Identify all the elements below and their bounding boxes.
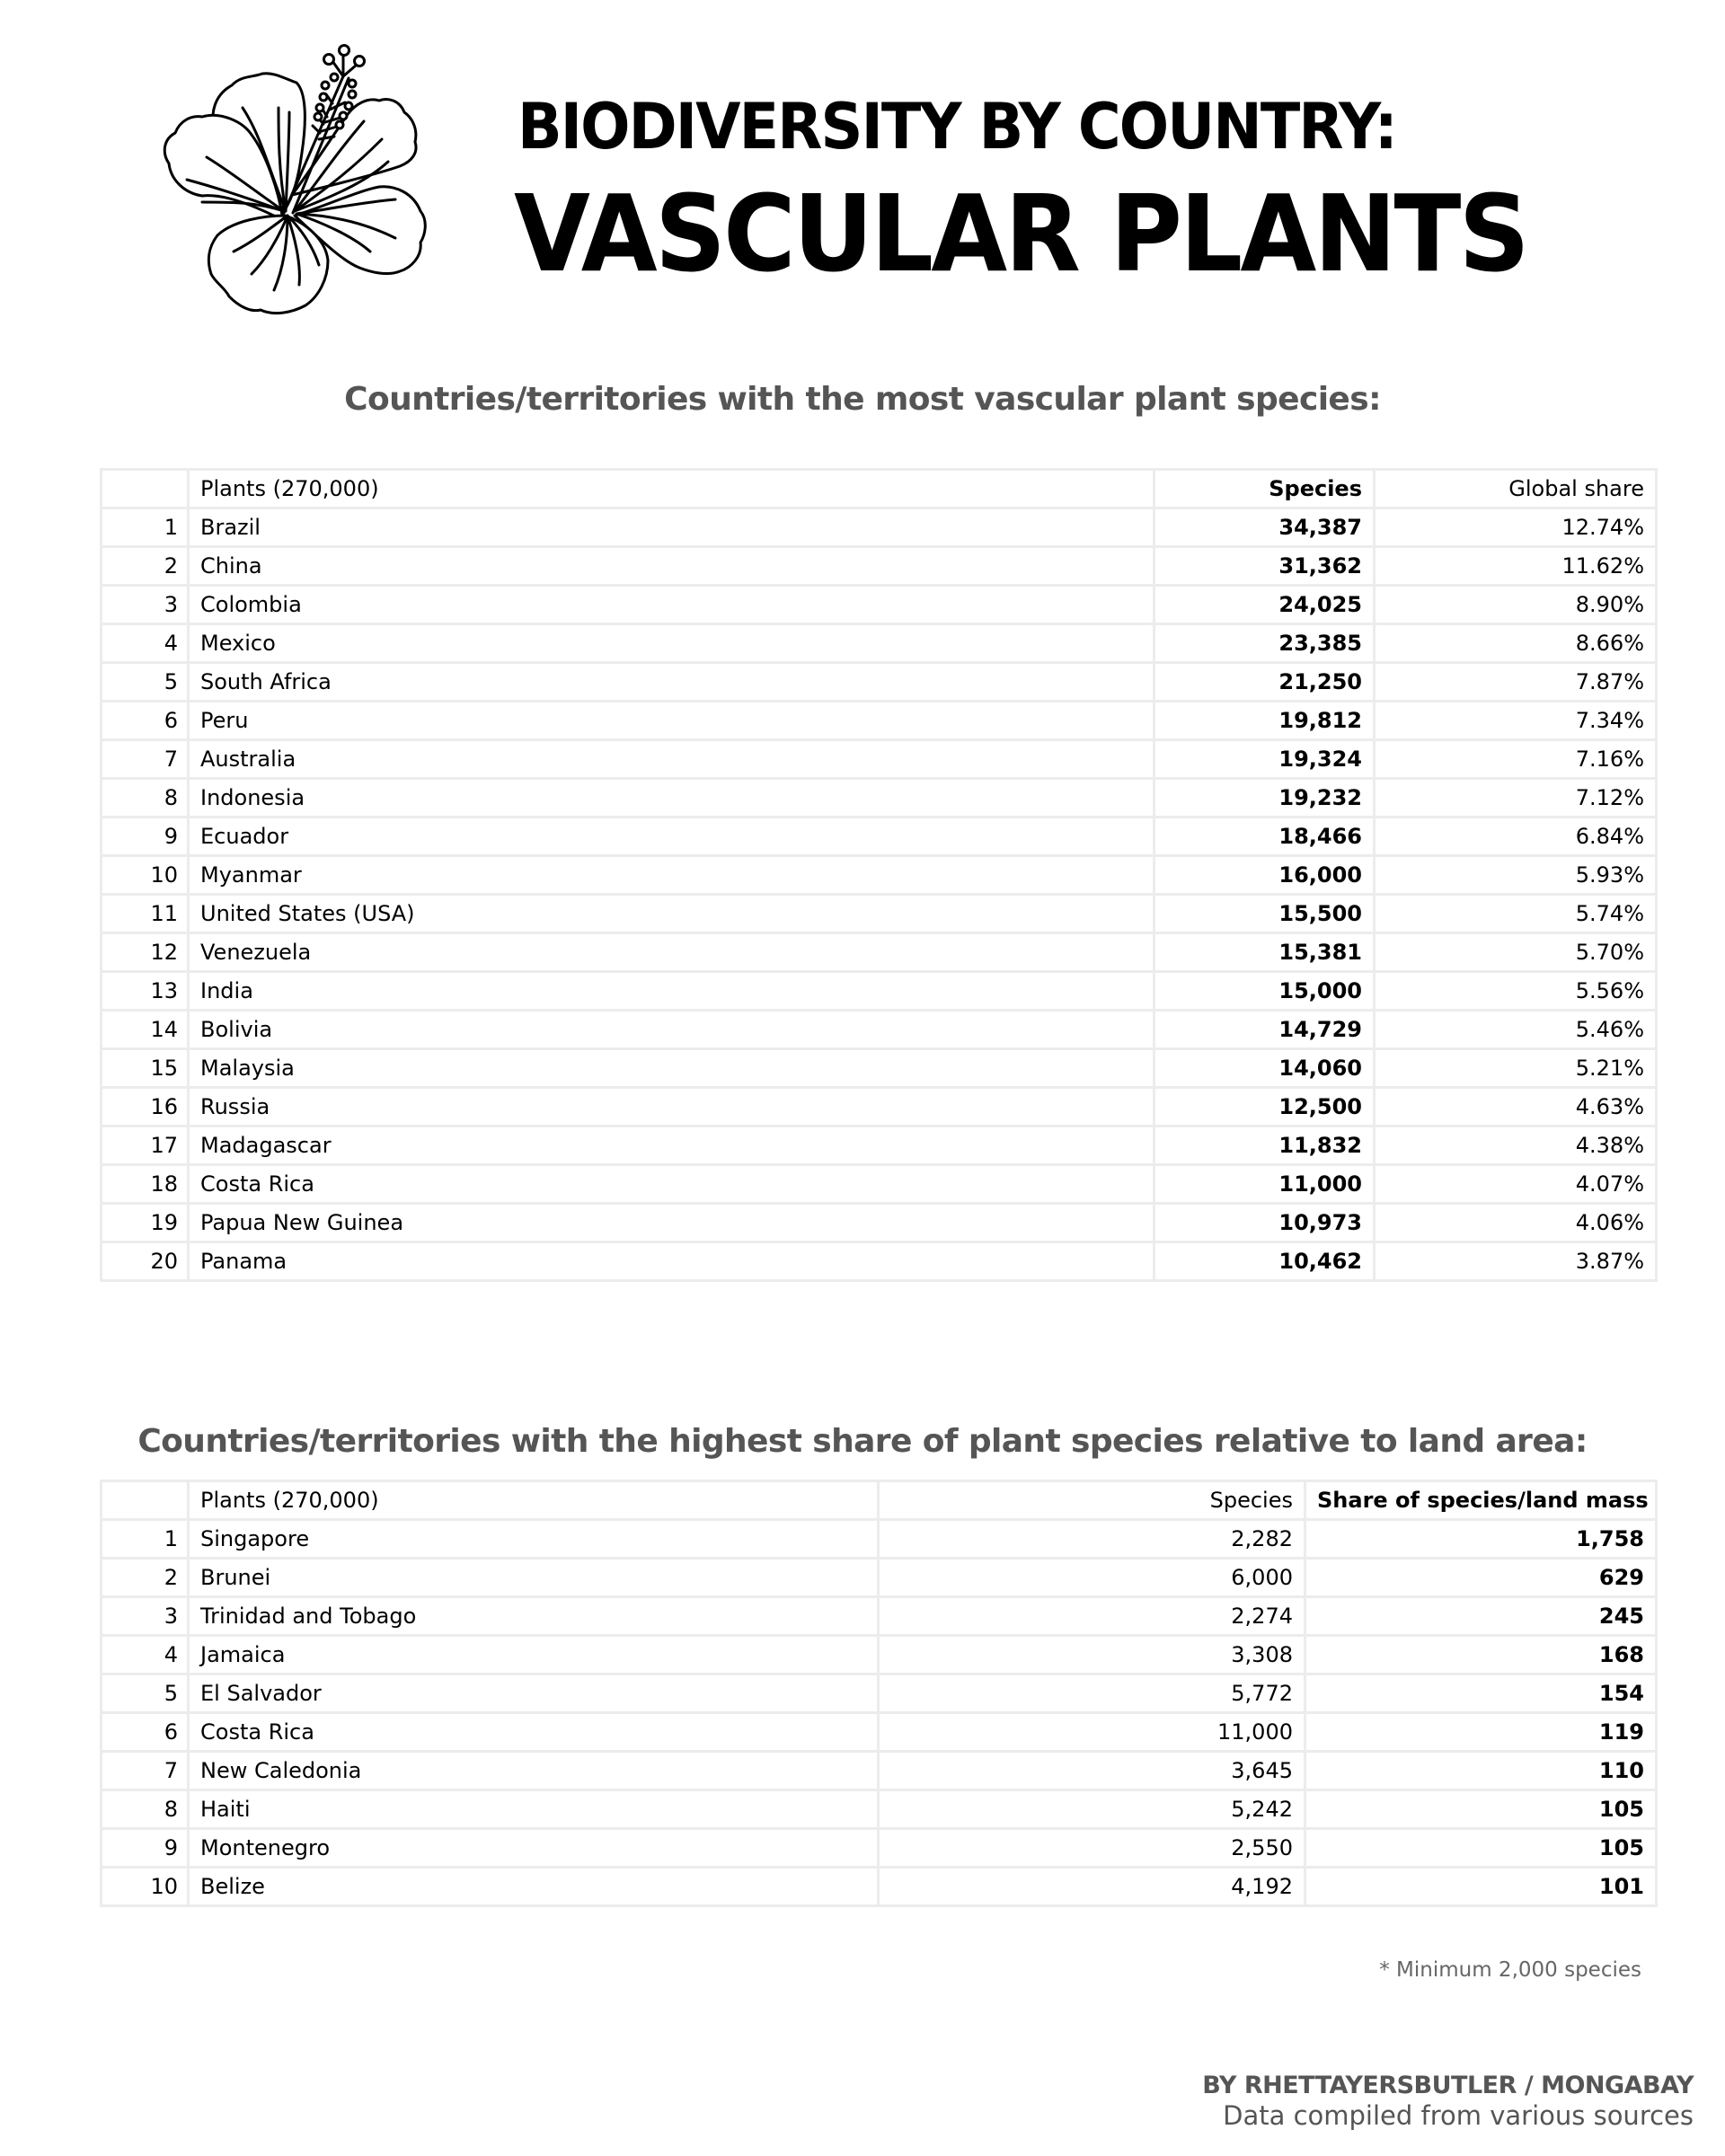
species-cell: 5,242: [879, 1790, 1305, 1829]
country-cell: Haiti: [189, 1790, 879, 1829]
country-cell: Ecuador: [189, 817, 1154, 856]
hibiscus-flower-icon: [144, 36, 449, 341]
country-cell: Russia: [189, 1088, 1154, 1127]
share-cell: 105: [1305, 1829, 1657, 1868]
table-row: [102, 1242, 1657, 1281]
rank-cell: 2: [102, 547, 189, 586]
share-cell: 8.66%: [1375, 624, 1657, 663]
rank-cell: 9: [102, 1829, 189, 1868]
data-source-note: Data compiled from various sources: [1223, 2100, 1694, 2131]
species-cell: 21,250: [1154, 663, 1375, 702]
share-cell: 6.84%: [1375, 817, 1657, 856]
rank-cell: 1: [102, 508, 189, 547]
country-cell: China: [189, 547, 1154, 586]
share-cell: 5.74%: [1375, 895, 1657, 933]
country-cell: Colombia: [189, 586, 1154, 624]
country-cell: Papua New Guinea: [189, 1204, 1154, 1242]
rank-cell: 4: [102, 624, 189, 663]
title-line-1: BIODIVERSITY BY COUNTRY:: [518, 90, 1396, 163]
column-header-species: Species: [879, 1481, 1305, 1520]
country-cell: New Caledonia: [189, 1752, 879, 1790]
country-cell: Jamaica: [189, 1636, 879, 1674]
rank-cell: 8: [102, 1790, 189, 1829]
share-cell: 5.56%: [1375, 972, 1657, 1011]
species-cell: 3,308: [879, 1636, 1305, 1674]
country-cell: Trinidad and Tobago: [189, 1597, 879, 1636]
rank-cell: 6: [102, 702, 189, 740]
species-cell: 23,385: [1154, 624, 1375, 663]
species-cell: 14,729: [1154, 1011, 1375, 1049]
table-row: [102, 779, 1657, 817]
table1-heading: Countries/territories with the most vascular plant species:: [344, 381, 1381, 418]
country-cell: Venezuela: [189, 933, 1154, 972]
share-cell: 4.63%: [1375, 1088, 1657, 1127]
rank-cell: 17: [102, 1127, 189, 1165]
table-row: [102, 1165, 1657, 1204]
table-row: [102, 547, 1657, 586]
share-cell: 119: [1305, 1713, 1657, 1752]
rank-cell: 3: [102, 586, 189, 624]
rank-cell: 18: [102, 1165, 189, 1204]
rank-cell: 10: [102, 856, 189, 895]
species-cell: 34,387: [1154, 508, 1375, 547]
species-cell: 11,000: [1154, 1165, 1375, 1204]
species-cell: 4,192: [879, 1868, 1305, 1906]
table-row: [102, 1713, 1657, 1752]
country-cell: Panama: [189, 1242, 1154, 1281]
country-cell: Malaysia: [189, 1049, 1154, 1088]
country-cell: Singapore: [189, 1520, 879, 1559]
species-cell: 14,060: [1154, 1049, 1375, 1088]
species-cell: 11,832: [1154, 1127, 1375, 1165]
share-cell: 3.87%: [1375, 1242, 1657, 1281]
table-header-row: [102, 1481, 1657, 1520]
share-cell: 5.46%: [1375, 1011, 1657, 1049]
table-row: [102, 1011, 1657, 1049]
species-cell: 16,000: [1154, 856, 1375, 895]
rank-cell: 6: [102, 1713, 189, 1752]
rank-cell: 4: [102, 1636, 189, 1674]
species-cell: 19,324: [1154, 740, 1375, 779]
share-cell: 1,758: [1305, 1520, 1657, 1559]
country-cell: South Africa: [189, 663, 1154, 702]
species-cell: 2,274: [879, 1597, 1305, 1636]
rank-cell: 7: [102, 740, 189, 779]
species-cell: 12,500: [1154, 1088, 1375, 1127]
rank-cell: 10: [102, 1868, 189, 1906]
country-cell: Brunei: [189, 1559, 879, 1597]
column-header-rank: [102, 470, 189, 508]
rank-cell: 12: [102, 933, 189, 972]
country-cell: Mexico: [189, 624, 1154, 663]
rank-cell: 16: [102, 1088, 189, 1127]
species-cell: 6,000: [879, 1559, 1305, 1597]
species-cell: 18,466: [1154, 817, 1375, 856]
table-row: [102, 1752, 1657, 1790]
rank-cell: 5: [102, 1674, 189, 1713]
table-row: [102, 1829, 1657, 1868]
rank-cell: 13: [102, 972, 189, 1011]
table-row: [102, 1674, 1657, 1713]
rank-cell: 15: [102, 1049, 189, 1088]
most-species-table: [100, 468, 1658, 1282]
table-row: [102, 1088, 1657, 1127]
share-cell: 105: [1305, 1790, 1657, 1829]
rank-cell: 20: [102, 1242, 189, 1281]
country-cell: Indonesia: [189, 779, 1154, 817]
footnote: * Minimum 2,000 species: [1379, 1958, 1641, 1982]
species-cell: 15,000: [1154, 972, 1375, 1011]
rank-cell: 3: [102, 1597, 189, 1636]
share-cell: 12.74%: [1375, 508, 1657, 547]
table-row: [102, 1597, 1657, 1636]
share-cell: 7.12%: [1375, 779, 1657, 817]
share-cell: 245: [1305, 1597, 1657, 1636]
species-cell: 11,000: [879, 1713, 1305, 1752]
rank-cell: 2: [102, 1559, 189, 1597]
table-row: [102, 972, 1657, 1011]
table-row: [102, 1127, 1657, 1165]
species-per-land-table: [100, 1480, 1658, 1907]
share-cell: 5.21%: [1375, 1049, 1657, 1088]
column-header-plants: Plants (270,000): [189, 470, 1154, 508]
share-cell: 4.07%: [1375, 1165, 1657, 1204]
table2-heading: Countries/territories with the highest share of plant species relative to land area:: [137, 1423, 1588, 1460]
share-cell: 629: [1305, 1559, 1657, 1597]
table-row: [102, 1790, 1657, 1829]
table-row: [102, 702, 1657, 740]
species-cell: 31,362: [1154, 547, 1375, 586]
table-row: [102, 856, 1657, 895]
table-row: [102, 1636, 1657, 1674]
table-row: [102, 933, 1657, 972]
share-cell: 101: [1305, 1868, 1657, 1906]
share-cell: 5.93%: [1375, 856, 1657, 895]
table-header-row: [102, 470, 1657, 508]
share-cell: 168: [1305, 1636, 1657, 1674]
rank-cell: 19: [102, 1204, 189, 1242]
species-cell: 24,025: [1154, 586, 1375, 624]
species-cell: 15,500: [1154, 895, 1375, 933]
species-cell: 2,282: [879, 1520, 1305, 1559]
column-header-share-land-mass: Share of species/land mass: [1305, 1481, 1657, 1520]
share-cell: 5.70%: [1375, 933, 1657, 972]
table-row: [102, 1868, 1657, 1906]
share-cell: 154: [1305, 1674, 1657, 1713]
column-header-global-share: Global share: [1375, 470, 1657, 508]
table-row: [102, 663, 1657, 702]
species-cell: 19,232: [1154, 779, 1375, 817]
table-row: [102, 1520, 1657, 1559]
table-row: [102, 817, 1657, 856]
rank-cell: 9: [102, 817, 189, 856]
author-credit: BY RHETTAYERSBUTLER / MONGABAY: [1202, 2072, 1694, 2099]
share-cell: 110: [1305, 1752, 1657, 1790]
share-cell: 11.62%: [1375, 547, 1657, 586]
rank-cell: 5: [102, 663, 189, 702]
rank-cell: 1: [102, 1520, 189, 1559]
share-cell: 4.06%: [1375, 1204, 1657, 1242]
column-header-species: Species: [1154, 470, 1375, 508]
country-cell: Montenegro: [189, 1829, 879, 1868]
share-cell: 7.87%: [1375, 663, 1657, 702]
column-header-plants: Plants (270,000): [189, 1481, 879, 1520]
country-cell: Australia: [189, 740, 1154, 779]
share-cell: 4.38%: [1375, 1127, 1657, 1165]
country-cell: India: [189, 972, 1154, 1011]
country-cell: Costa Rica: [189, 1713, 879, 1752]
country-cell: Brazil: [189, 508, 1154, 547]
species-cell: 10,973: [1154, 1204, 1375, 1242]
species-cell: 10,462: [1154, 1242, 1375, 1281]
rank-cell: 14: [102, 1011, 189, 1049]
table-row: [102, 1204, 1657, 1242]
species-cell: 2,550: [879, 1829, 1305, 1868]
table-row: [102, 586, 1657, 624]
table-row: [102, 1559, 1657, 1597]
title-line-2: VASCULAR PLANTS: [514, 172, 1527, 296]
share-cell: 8.90%: [1375, 586, 1657, 624]
rank-cell: 11: [102, 895, 189, 933]
country-cell: Belize: [189, 1868, 879, 1906]
country-cell: El Salvador: [189, 1674, 879, 1713]
country-cell: Peru: [189, 702, 1154, 740]
table-row: [102, 1049, 1657, 1088]
table-row: [102, 740, 1657, 779]
country-cell: United States (USA): [189, 895, 1154, 933]
species-cell: 3,645: [879, 1752, 1305, 1790]
table-row: [102, 508, 1657, 547]
rank-cell: 8: [102, 779, 189, 817]
table-row: [102, 624, 1657, 663]
share-cell: 7.34%: [1375, 702, 1657, 740]
species-cell: 15,381: [1154, 933, 1375, 972]
species-cell: 19,812: [1154, 702, 1375, 740]
country-cell: Costa Rica: [189, 1165, 1154, 1204]
country-cell: Myanmar: [189, 856, 1154, 895]
table-row: [102, 895, 1657, 933]
share-cell: 7.16%: [1375, 740, 1657, 779]
species-cell: 5,772: [879, 1674, 1305, 1713]
country-cell: Madagascar: [189, 1127, 1154, 1165]
rank-cell: 7: [102, 1752, 189, 1790]
country-cell: Bolivia: [189, 1011, 1154, 1049]
column-header-rank: [102, 1481, 189, 1520]
